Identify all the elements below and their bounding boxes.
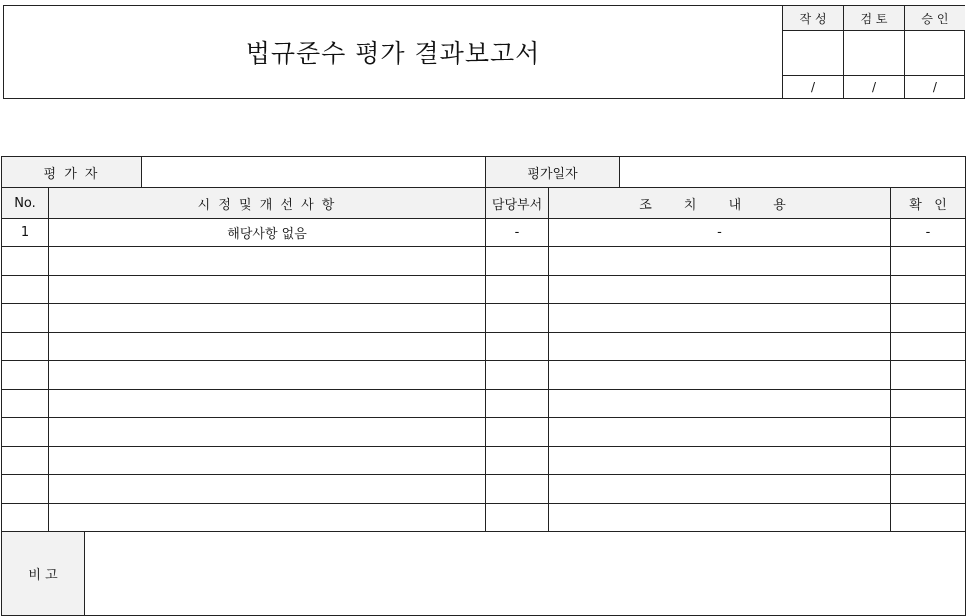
row-issue-cell[interactable] [49, 389, 486, 418]
remarks-field[interactable] [49, 532, 966, 616]
row-confirm-cell[interactable] [891, 389, 966, 418]
eval-date-label: 평가일자 [486, 157, 620, 188]
row-issue-cell[interactable] [49, 418, 486, 447]
row-dept-cell[interactable] [486, 503, 549, 532]
approval-date-author[interactable]: / [783, 76, 844, 99]
col-header-issues: 시 정 및 개 선 사 항 [49, 188, 486, 219]
row-confirm-cell[interactable] [891, 446, 966, 475]
col-header-no: No. [2, 188, 49, 219]
row-no-cell[interactable] [2, 332, 49, 361]
row-dept-cell[interactable] [486, 361, 549, 390]
approval-header-author: 작 성 [783, 6, 844, 31]
remarks-label-text: 비 고 [2, 532, 85, 615]
approval-sign-approve[interactable] [904, 31, 965, 76]
row-no-cell[interactable]: 1 [2, 219, 49, 247]
evaluation-table [1, 156, 966, 616]
row-issue-cell[interactable] [49, 446, 486, 475]
approval-sign-author[interactable] [783, 31, 844, 76]
row-issue-cell[interactable] [49, 304, 486, 333]
row-confirm-cell[interactable] [891, 475, 966, 504]
row-action-cell[interactable] [549, 361, 891, 390]
row-action-cell[interactable] [549, 418, 891, 447]
row-confirm-cell[interactable] [891, 361, 966, 390]
table-row [2, 332, 966, 361]
approval-header-review: 검 토 [844, 6, 905, 31]
row-no-cell[interactable] [2, 475, 49, 504]
row-confirm-cell[interactable]: - [891, 219, 966, 247]
row-confirm-cell[interactable] [891, 332, 966, 361]
row-action-cell[interactable] [549, 446, 891, 475]
row-no-cell[interactable] [2, 275, 49, 304]
eval-date-field[interactable] [620, 157, 966, 188]
row-no-cell[interactable] [2, 304, 49, 333]
row-dept-cell[interactable] [486, 389, 549, 418]
remarks-label [2, 532, 58, 616]
row-no-cell[interactable] [2, 247, 49, 276]
row-action-cell[interactable] [549, 304, 891, 333]
row-dept-cell[interactable] [486, 475, 549, 504]
row-action-cell[interactable] [549, 247, 891, 276]
row-action-cell[interactable] [549, 503, 891, 532]
col-header-dept: 담당부서 [486, 188, 549, 219]
col-header-confirm: 확 인 [891, 188, 966, 219]
row-action-cell[interactable] [549, 389, 891, 418]
table-row [2, 247, 966, 276]
row-dept-cell[interactable]: - [486, 219, 549, 247]
row-issue-cell[interactable] [49, 361, 486, 390]
row-action-cell[interactable] [549, 332, 891, 361]
table-row [2, 503, 966, 532]
row-no-cell[interactable] [2, 503, 49, 532]
row-dept-cell[interactable] [486, 418, 549, 447]
row-issue-cell[interactable] [49, 503, 486, 532]
row-issue-cell[interactable] [49, 332, 486, 361]
row-no-cell[interactable] [2, 446, 49, 475]
approval-box [782, 6, 965, 98]
row-issue-cell[interactable] [49, 247, 486, 276]
table-row [2, 446, 966, 475]
row-confirm-cell[interactable] [891, 247, 966, 276]
table-row [2, 418, 966, 447]
table-row [2, 475, 966, 504]
report-title: 법규준수 평가 결과보고서 [245, 39, 541, 68]
row-no-cell[interactable] [2, 361, 49, 390]
row-no-cell[interactable] [2, 418, 49, 447]
row-action-cell[interactable]: - [549, 219, 891, 247]
report-header [3, 5, 965, 99]
row-confirm-cell[interactable] [891, 503, 966, 532]
row-confirm-cell[interactable] [891, 304, 966, 333]
evaluator-label: 평 가 자 [2, 157, 142, 188]
row-action-cell[interactable] [549, 475, 891, 504]
row-issue-cell[interactable]: 해당사항 없음 [49, 219, 486, 247]
evaluator-field[interactable] [142, 157, 486, 188]
table-row [2, 304, 966, 333]
row-no-cell[interactable] [2, 389, 49, 418]
col-header-action: 조 치 내 용 [549, 188, 891, 219]
row-dept-cell[interactable] [486, 304, 549, 333]
row-confirm-cell[interactable] [891, 418, 966, 447]
table-row [2, 389, 966, 418]
row-dept-cell[interactable] [486, 332, 549, 361]
row-issue-cell[interactable] [49, 475, 486, 504]
row-confirm-cell[interactable] [891, 275, 966, 304]
table-row [2, 219, 966, 247]
approval-date-review[interactable]: / [844, 76, 905, 99]
row-action-cell[interactable] [549, 275, 891, 304]
approval-header-approve: 승 인 [904, 6, 965, 31]
approval-date-approve[interactable]: / [904, 76, 965, 99]
approval-sign-review[interactable] [844, 31, 905, 76]
row-dept-cell[interactable] [486, 247, 549, 276]
row-dept-cell[interactable] [486, 446, 549, 475]
table-row [2, 275, 966, 304]
row-issue-cell[interactable] [49, 275, 486, 304]
row-dept-cell[interactable] [486, 275, 549, 304]
table-row [2, 361, 966, 390]
